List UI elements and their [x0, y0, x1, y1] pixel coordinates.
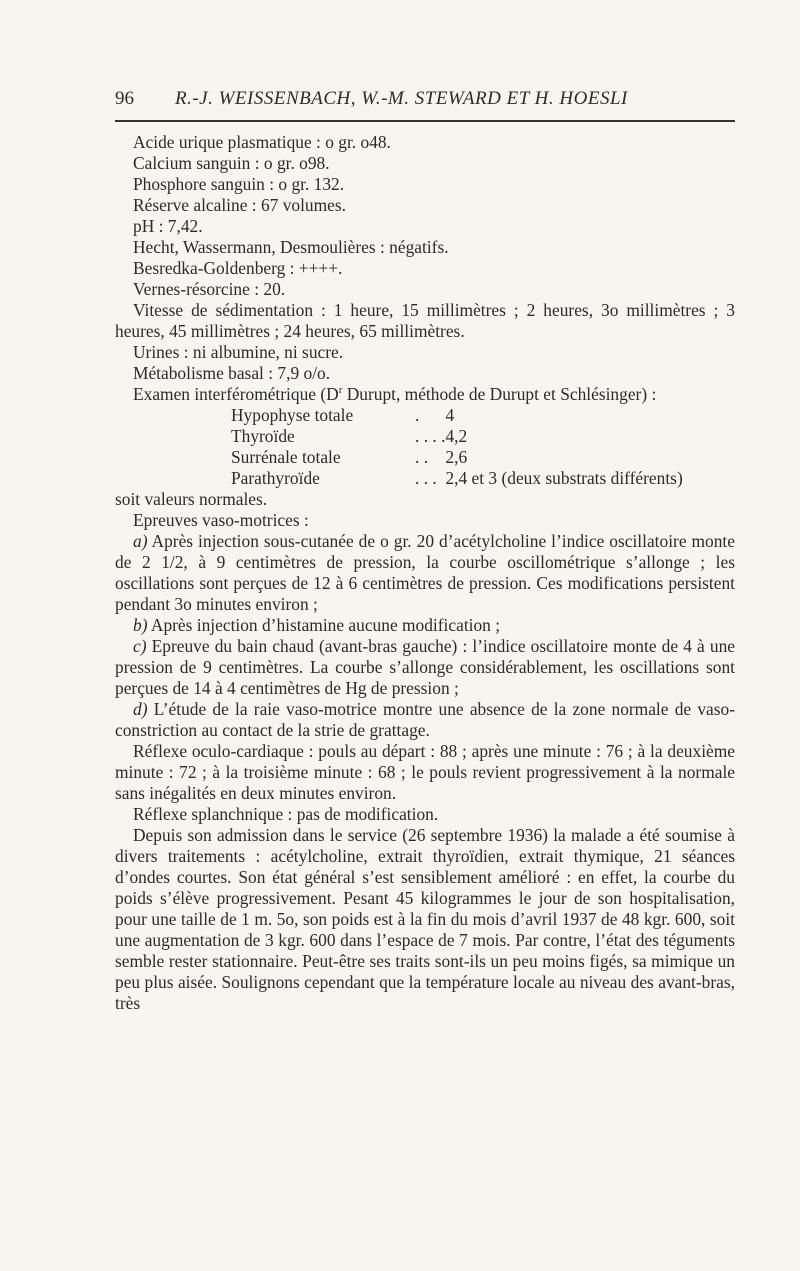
- row-label: Hypophyse totale: [231, 405, 354, 425]
- para-depuis: Depuis son admission dans le service (26 septembre 1936) la malade a été soumise à divers traitements : acétylcholine, extrait thyroïdien, extrait thymique, 21 séances d’ondes courtes. Son état général s’est sensiblement amélioré : en effet, la courbe du poids s’élève progressivement. Pesant 45 kilogrammes le jour de son hospitalisation, pour une taille de 1 m. 5o, son poids est à la fin du mois d’avril 1937 de 48 kgr. 600, soit une augmentation de 3 kgr. 600 dans l’espace de 7 mois. Par contre, l’état des téguments semble rester stationnaire. Peut-être ses traits sont-ils un peu moins figés, sa mimique un peu plus aisée. Soulignons cependant que la température locale au niveau des avant-bras, très: [115, 825, 735, 1013]
- line-reflexe-splanchnique: Réflexe splanchnique : pas de modification.: [133, 804, 439, 824]
- row-value: 2,4 et 3 (deux substrats différents): [445, 468, 683, 488]
- table-row: [231, 468, 683, 489]
- line-vernes: Vernes-résorcine : 20.: [133, 279, 286, 299]
- para-a: [115, 531, 735, 615]
- row-label: Parathyroïde: [231, 468, 320, 488]
- row-dots: . . . .: [415, 426, 446, 446]
- row-dots: . . .: [415, 468, 437, 488]
- page-number: 96: [115, 88, 134, 109]
- running-title: R.-J. WEISSENBACH, W.-M. STEWARD ET H. HOESLI: [175, 88, 628, 109]
- item-a-label: a): [133, 531, 148, 551]
- item-a-text: Après injection sous-cutanée de o gr. 20 d’acétylcholine l’indice oscillatoire monte de 2 1/2, à 9 centimètres de pression, la courbe oscillométrique s’allonge ; les oscillations sont perçues de 12 à 6 centimètres de pression. Ces modifications persistent pendant 3o minutes environ ;: [115, 531, 735, 614]
- line-hecht: Hecht, Wassermann, Desmoulières : négatifs.: [133, 237, 449, 257]
- row-value: 2,6: [445, 447, 468, 467]
- row-value: 4,2: [445, 426, 468, 446]
- line-epreuves: Epreuves vaso-motrices :: [133, 510, 309, 530]
- para-b: [115, 615, 735, 636]
- para-d: [115, 699, 735, 741]
- page-header: [115, 88, 735, 114]
- para-interferometrique: [115, 384, 735, 405]
- table-row: [231, 447, 683, 468]
- para-reflexe-oculo: Réflexe oculo-cardiaque : pouls au départ : 88 ; après une minute : 76 ; à la deuxième minute : 72 ; à la troisième minute : 68 ; le pouls revient progressivement à la normale sans inégalités en deux minutes environ.: [115, 741, 735, 803]
- interfero-text-b: Durupt, méthode de Durupt et Schlésinger) :: [342, 384, 657, 404]
- item-b-label: b): [133, 615, 148, 635]
- row-dots: . .: [415, 447, 429, 467]
- line-urines: Urines : ni albumine, ni sucre.: [133, 342, 344, 362]
- para-sedimentation: Vitesse de sédimentation : 1 heure, 15 millimètres ; 2 heures, 3o millimètres ; 3 heures, 45 millimètres ; 24 heures, 65 millimètres.: [115, 300, 735, 341]
- line-besredka: Besredka-Goldenberg : ++++.: [133, 258, 343, 278]
- row-label: Thyroïde: [231, 426, 295, 446]
- item-c-label: c): [133, 636, 147, 656]
- line-reserve-alcaline: Réserve alcaline : 67 volumes.: [133, 195, 346, 215]
- interferometry-table: [231, 405, 683, 489]
- item-d-text: L’étude de la raie vaso-motrice montre une absence de la zone normale de vaso-constriction au contact de la strie de grattage.: [115, 699, 735, 740]
- line-metabolisme: Métabolisme basal : 7,9 o/o.: [133, 363, 331, 383]
- line-soit-valeurs: soit valeurs normales.: [115, 489, 268, 509]
- table-row: [231, 405, 683, 426]
- table-row: [231, 426, 683, 447]
- row-dots: .: [415, 405, 420, 425]
- item-d-label: d): [133, 699, 148, 719]
- item-c-text: Epreuve du bain chaud (avant-bras gauche) : l’indice oscillatoire monte de 4 à une pression de 9 centimètres. La courbe s’allonge considérablement, les oscillations sont perçues de 14 à 4 centimètres de Hg de pression ;: [115, 636, 735, 698]
- row-value: 4: [445, 405, 455, 425]
- para-c: [115, 636, 735, 699]
- header-rule: [115, 120, 735, 122]
- body-text: [115, 132, 735, 1014]
- interfero-text-a: Examen interférométrique (D: [133, 384, 339, 404]
- line-acide-urique: Acide urique plasmatique : o gr. o48.: [133, 132, 391, 152]
- row-label: Surrénale totale: [231, 447, 341, 467]
- interfero-sup: r: [338, 384, 343, 397]
- line-phosphore: Phosphore sanguin : o gr. 132.: [133, 174, 345, 194]
- line-calcium: Calcium sanguin : o gr. o98.: [133, 153, 330, 173]
- item-b-text: Après injection d’histamine aucune modification ;: [147, 615, 501, 635]
- line-ph: pH : 7,42.: [133, 216, 203, 236]
